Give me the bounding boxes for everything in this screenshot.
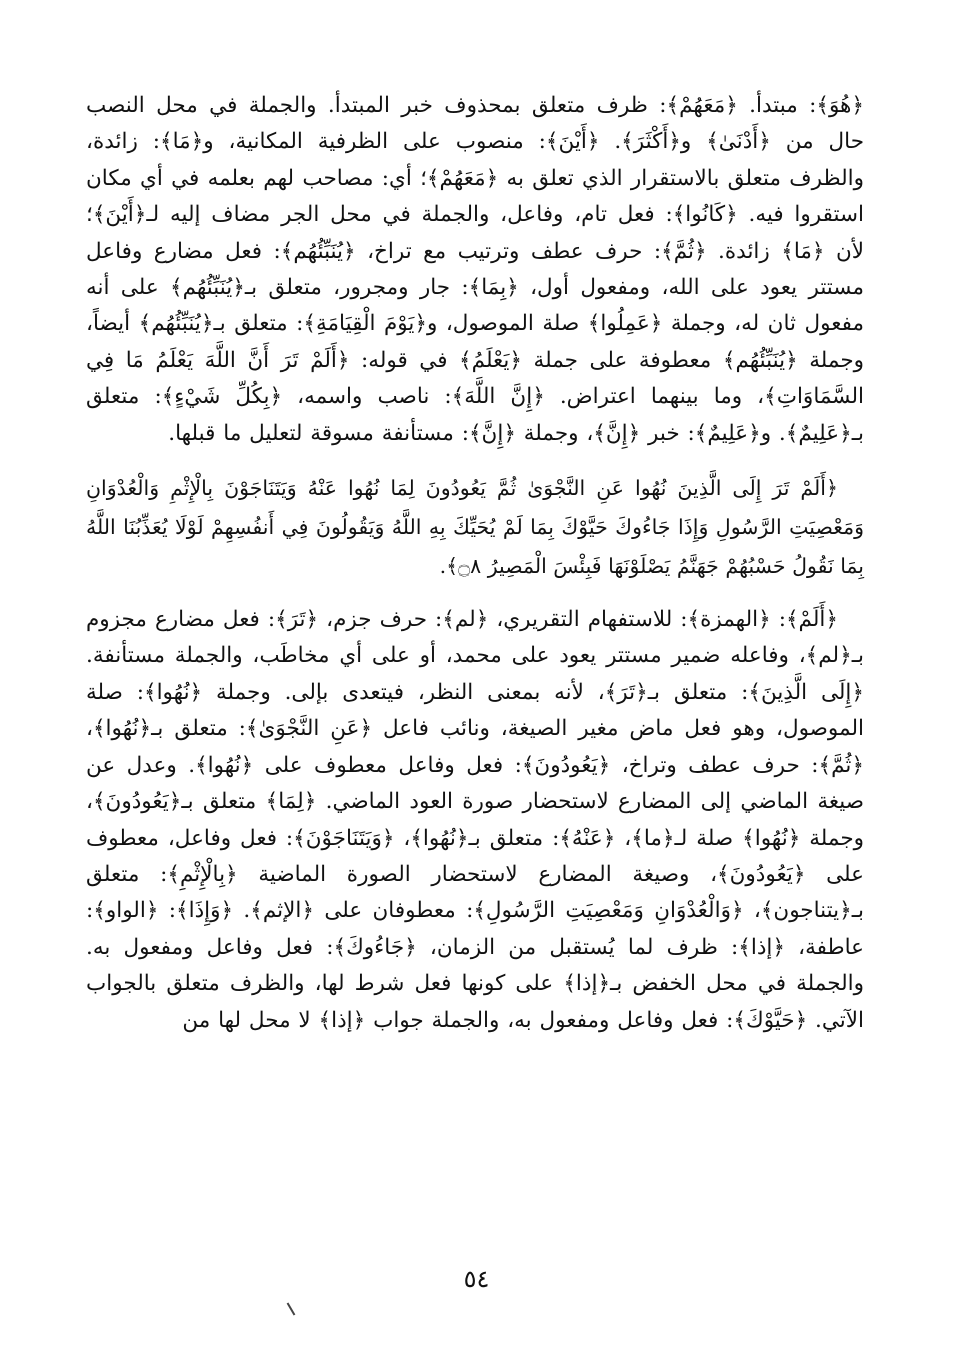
commentary-paragraph-1: ﴿هُوَ﴾: مبتدأ. ﴿مَعَهُمْ﴾: ظرف متعلق بمحذوف خبر المبتدأ. والجملة في محل النصب حال من ﴿أَدْنَىٰ﴾ و﴿أَكْثَرَ﴾. ﴿أَيْنَ﴾: منصوب على الظرفية المكانية، و﴿مَا﴾: زائدة، والظرف متعلق بالاستقرار الذي تعلق به ﴿مَعَهُمْ﴾؛ أي: مصاحب لهم بعلمه في أي مكان استقروا فيه. ﴿كَانُوا﴾: فعل تام، وفاعل، والجملة في محل الجر مضاف إليه لـ﴿أَيْنَ﴾؛ لأن ﴿مَا﴾ زائدة. ﴿ثُمَّ﴾: حرف عطف وترتيب مع تراخ، ﴿يُنَبِّئُهُم﴾: فعل مضارع وفاعل مستتر يعود على الله، ومفعول أول، ﴿بِمَا﴾: جار ومجرور، متعلق بـ﴿يُنَبِّئُهُم﴾ على أنه مفعول ثان له، وجملة ﴿عَمِلُوا﴾ صلة الموصول، و﴿يَوْمَ الْقِيَامَةِ﴾: متعلق بـ﴿يُنَبِّئُهُم﴾ أيضاً، وجملة ﴿يُنَبِّئُهُم﴾ معطوفة على جملة ﴿يَعْلَمُ﴾ في قوله: ﴿أَلَمْ تَرَ أَنَّ اللَّهَ يَعْلَمُ مَا فِي السَّمَاوَاتِ﴾، وما بينهما اعتراض. ﴿إِنَّ اللَّهَ﴾: ناصب واسمه، ﴿بِكُلِّ شَيْءٍ﴾: متعلق بـ﴿عَلِيمٌ﴾. و﴿عَلِيمٌ﴾: خبر ﴿إِنَّ﴾، وجملة ﴿إِنَّ﴾: مستأنفة مسوقة لتعليل ما قبلها. [86,93,864,446]
quran-verse: ﴿أَلَمْ تَرَ إِلَى الَّذِينَ نُهُوا عَنِ النَّجْوَىٰ ثُمَّ يَعُودُونَ لِمَا نُهُوا عَنْهُ وَيَتَنَاجَوْنَ بِالْإِثْمِ وَالْعُدْوَانِ وَمَعْصِيَتِ الرَّسُولِ وَإِذَا جَاءُوكَ حَيَّوْكَ بِمَا لَمْ يُحَيِّكَ بِهِ اللَّهُ وَيَقُولُونَ فِي أَنفُسِهِمْ لَوْلَا يُعَذِّبُنَا اللَّهُ بِمَا نَقُولُ حَسْبُهُمْ جَهَنَّمُ يَصْلَوْنَهَا فَبِئْسَ الْمَصِيرُ ۝٨﴾. [86,476,864,579]
scan-mark [287,1302,296,1315]
page-number: ٥٤ [463,1265,490,1293]
commentary-paragraph-2: ﴿أَلَمْ﴾: ﴿الهمزة﴾: للاستفهام التقريري، ﴿لم﴾: حرف جزم، ﴿تَرَ﴾: فعل مضارع مجزوم بـ﴿لم﴾، وفاعله ضمير مستتر يعود على محمد، أو على أي مخاطَب، والجملة مستأنفة. ﴿إِلَى الَّذِينَ﴾: متعلق بـ﴿تَرَ﴾، لأنه بمعنى النظر، فيتعدى بإلى. وجملة ﴿نُهُوا﴾: صلة الموصول، وهو فعل ماض مغير الصيغة، ونائب فاعل ﴿عَنِ النَّجْوَىٰ﴾: متعلق بـ﴿نُهُوا﴾، ﴿ثُمَّ﴾: حرف عطف وتراخ، ﴿يَعُودُونَ﴾: فعل وفاعل معطوف على ﴿نُهُوا﴾. وعدل عن صيغة الماضي إلى المضارع لاستحضار صورة العود الماضي. ﴿لِمَا﴾ متعلق بـ﴿يَعُودُونَ﴾، وجملة ﴿نُهُوا﴾ صلة لـ﴿ما﴾، ﴿عَنْهُ﴾: متعلق بـ﴿نُهُوا﴾، ﴿وَيَتَنَاجَوْنَ﴾: فعل وفاعل، معطوف على ﴿يَعُودُونَ﴾، وصيغة المضارع لاستحضار الصورة الماضية ﴿بِالْإِثْمِ﴾: متعلق بـ﴿يتناجون﴾، ﴿وَالْعُدْوَانِ وَمَعْصِيَتِ الرَّسُولِ﴾: معطوفان على ﴿الإثم﴾. ﴿وَإِذَا﴾: ﴿الواو﴾: عاطفة، ﴿إذا﴾: ظرف لما يُستقبل من الزمان، ﴿جَاءُوكَ﴾: فعل وفاعل ومفعول به. والجملة في محل الخفض بـ﴿إذا﴾ على كونها فعل شرط لها، والظرف متعلق بالجواب الآتي. ﴿حَيَّوْكَ﴾: فعل وفاعل ومفعول به، والجملة جواب ﴿إذا﴾ لا محل لها من [86,607,864,1033]
document-page [86,88,864,1288]
